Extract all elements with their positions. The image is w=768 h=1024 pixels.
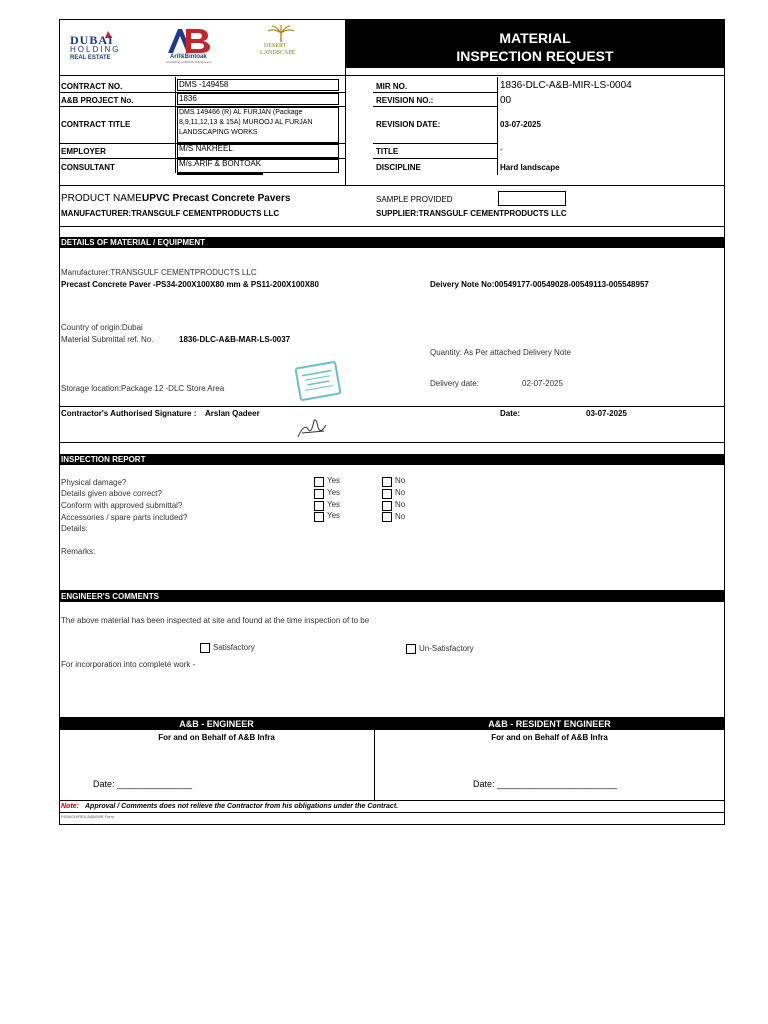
satisfactory-checkbox[interactable] <box>200 643 210 653</box>
no-checkbox-conform-submittal[interactable] <box>382 501 392 511</box>
ab-subcaption: Consulting Architects & Engineers <box>166 60 212 64</box>
delivery-date-value: 02-07-2025 <box>522 379 563 388</box>
no-label: No <box>395 488 406 497</box>
question-details-correct: Details given above correct? <box>61 489 162 498</box>
no-label: No <box>395 512 406 521</box>
dubai-holding-logo <box>68 28 132 64</box>
contract-title-line-1: DMS 149466 (R) AL FURJAN (Package <box>179 109 303 116</box>
stamp-mark <box>297 363 340 399</box>
delivery-date-label: Delivery date: <box>430 379 479 388</box>
supplier-line: SUPPLIER:TRANSGULF CEMENTPRODUCTS LLC <box>376 209 567 218</box>
contract-title-label: CONTRACT TITLE <box>61 120 131 129</box>
engineer-statement: The above material has been inspected at site and found at the time inspection of to be <box>61 616 370 625</box>
ab-resident-engineer-heading: A&B - RESIDENT ENGINEER <box>488 719 611 729</box>
question-physical-damage: Physical damage? <box>61 478 127 487</box>
no-label: No <box>395 476 406 485</box>
handwritten-signature <box>296 415 330 441</box>
contractor-signature-label: Contractor's Authorised Signature : <box>61 409 197 418</box>
no-checkbox-details-correct[interactable] <box>382 489 392 499</box>
consultant-underline <box>177 173 263 175</box>
project-no-label: A&B PROJECT No. <box>61 96 134 105</box>
contract-no-value: DMS -149458 <box>179 80 229 89</box>
footer-mid-rule <box>59 812 725 813</box>
sample-provided-label: SAMPLE PROVIDED <box>376 195 453 204</box>
details-heading: DETAILS OF MATERIAL / EQUIPMENT <box>61 238 205 247</box>
yes-checkbox-conform-submittal[interactable] <box>314 501 324 511</box>
details-bottom-rule <box>59 442 725 443</box>
behalf-right: For and on Behalf of A&B Infra <box>491 733 608 742</box>
engineer-comments-heading: ENGINEER'S COMMENTS <box>61 592 159 601</box>
info-right-row-line <box>373 92 497 93</box>
revision-date-value: 03-07-2025 <box>500 120 541 129</box>
inspection-heading-bar <box>59 454 725 465</box>
holding-text: HOLDING <box>70 45 121 54</box>
mir-no-label: MIR NO. <box>376 82 408 91</box>
no-checkbox-physical-damage[interactable] <box>382 477 392 487</box>
yes-label: Yes <box>327 476 341 485</box>
info-col-line <box>175 77 176 173</box>
product-name-value: UPVC Precast Concrete Pavers <box>142 193 291 204</box>
title-label: TITLE <box>376 147 399 156</box>
inspection-heading: INSPECTION REPORT <box>61 455 146 464</box>
ab-engineer-heading: A&B - ENGINEER <box>179 719 254 729</box>
quantity: Quantity: As Per attached Delivery Note <box>430 348 571 357</box>
discipline-label: DISCIPLINE <box>376 163 421 172</box>
real-estate-text: REAL ESTATE <box>70 55 111 61</box>
contract-no-label: CONTRACT NO. <box>61 82 123 91</box>
unsatisfactory-label: Un-Satisfactory <box>419 644 474 653</box>
landscape-text: LANDSCAPE <box>260 50 296 56</box>
note-label: Note: <box>61 803 79 810</box>
project-no-box <box>177 93 339 105</box>
contract-title-line-2: 8,9,11,12,13 & 15A) MUROOJ AL FURJAN <box>179 119 313 126</box>
details-manufacturer: Manufacturer:TRANSGULF CEMENTPRODUCTS LLC <box>61 268 257 277</box>
date-right: Date: ________________________ <box>473 779 618 789</box>
submittal-ref: 1836-DLC-A&B-MAR-LS-0037 <box>179 335 291 344</box>
question-conform-submittal: Conform with approved submittal? <box>61 501 183 510</box>
contract-title-line-3: LANDSCAPING WORKS <box>179 129 258 136</box>
yes-label: Yes <box>327 511 341 520</box>
company-stamp <box>294 361 341 402</box>
title-value: - <box>500 145 503 154</box>
contractor-signature-name: Arslan Qadeer <box>205 409 260 418</box>
mir-no-value: 1836-DLC-A&B-MIR-LS-0004 <box>500 80 632 91</box>
employer-value: M/S NAKHEEL <box>179 144 233 153</box>
yes-checkbox-physical-damage[interactable] <box>314 477 324 487</box>
desert-text: DESERT <box>264 43 287 49</box>
info-right-row-line <box>373 158 497 159</box>
employer-label: EMPLOYER <box>61 147 106 156</box>
discipline-value: Hard landscape <box>500 163 560 172</box>
header-rule <box>59 75 725 76</box>
yes-checkbox-details-correct[interactable] <box>314 489 324 499</box>
details-item: Precast Concrete Paver -PS34-200X100X80 mm & PS11-200X100X80 <box>61 280 319 289</box>
consultant-value: M/s.ARIF & BONTOAK <box>179 159 262 168</box>
sample-provided-field[interactable] <box>498 191 566 206</box>
project-no-value: 1836 <box>179 94 197 103</box>
info-right-row-line <box>373 106 497 107</box>
yes-label: Yes <box>327 500 341 509</box>
ab-logo-mark <box>164 27 214 55</box>
ab-caption: Arif&Bintoak <box>170 54 207 60</box>
info-right-col-line <box>497 77 498 175</box>
info-right-row-line <box>373 143 497 144</box>
signature-date-label: Date: <box>500 409 521 418</box>
behalf-left: For and on Behalf of A&B Infra <box>158 733 275 742</box>
country-of-origin: Country of origin:Dubai <box>61 323 143 332</box>
palm-icon <box>256 25 306 43</box>
revision-date-label: REVISION DATE: <box>376 120 441 129</box>
product-top-rule <box>59 185 725 186</box>
desert-landscape-logo <box>256 25 306 61</box>
delivery-note: Deivery Note No:00549177-00549028-00549113-005548957 <box>430 280 649 289</box>
product-name-label: PRODUCT NAME: <box>61 193 145 204</box>
revision-no-value: 00 <box>500 95 512 106</box>
form-reference: F635/CH/REV.A&B/MIR Form <box>61 814 114 819</box>
incorporation-text: For incorporation into complete work - <box>61 660 196 669</box>
consultant-label: CONSULTANT <box>61 163 115 172</box>
footer-top-rule <box>59 800 725 801</box>
yes-label: Yes <box>327 488 341 497</box>
remarks-label: Remarks: <box>61 547 96 556</box>
signature-top-rule <box>59 406 725 407</box>
signature-date-value: 03-07-2025 <box>586 409 627 418</box>
dubai-text: DUBAI <box>70 33 114 47</box>
manufacturer-line: MANUFACTURER:TRANSGULF CEMENTPRODUCTS LLC <box>61 209 280 218</box>
details-label: Details: <box>61 524 88 533</box>
details-heading-bar <box>59 237 725 248</box>
yes-checkbox-accessories[interactable] <box>314 512 324 522</box>
title-line-2: INSPECTION REQUEST <box>456 48 614 64</box>
no-checkbox-accessories[interactable] <box>382 512 392 522</box>
title-line-1: MATERIAL <box>499 30 571 46</box>
satisfactory-label: Satisfactory <box>213 643 255 652</box>
ab-logo <box>164 27 214 65</box>
revision-no-label: REVISION NO.: <box>376 96 434 105</box>
date-left: Date: _______________ <box>93 779 193 789</box>
note-text: Approval / Comments does not relieve the Contractor from his obligations under the Contract. <box>85 803 399 810</box>
question-accessories: Accessories / spare parts included? <box>61 513 188 522</box>
storage-location: Storage location:Package 12 -DLC Store Area <box>61 384 225 393</box>
submittal-label: Material Submittal ref. No. <box>61 335 154 344</box>
no-label: No <box>395 500 406 509</box>
unsatisfactory-checkbox[interactable] <box>406 644 416 654</box>
details-top-rule <box>59 226 725 227</box>
engineer-comments-heading-bar <box>59 591 725 602</box>
